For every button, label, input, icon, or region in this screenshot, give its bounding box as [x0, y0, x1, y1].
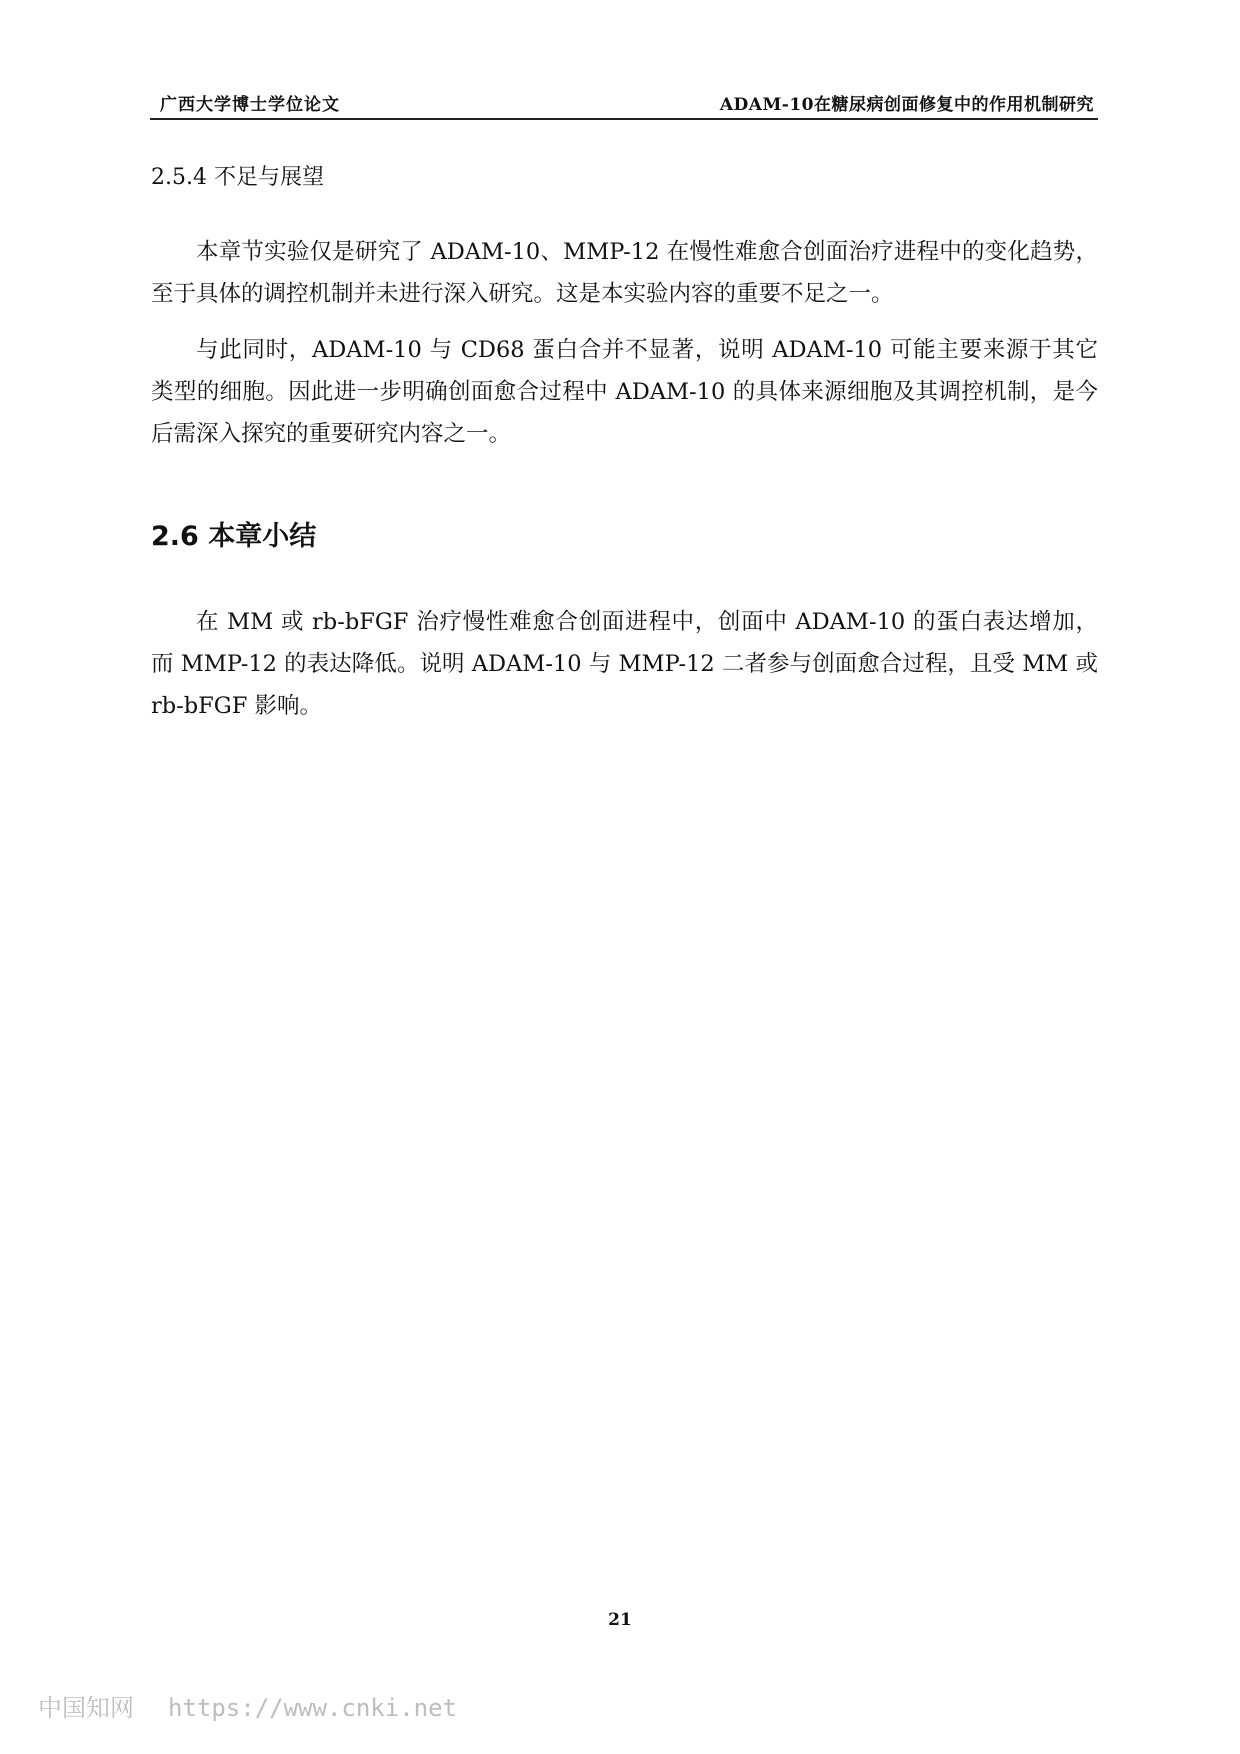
watermark: [38, 1688, 491, 1723]
watermark-url: https://www.cnki.net: [168, 1694, 457, 1722]
section-heading-2-5-4: 2.5.4 不足与展望: [151, 165, 324, 190]
paragraph-limitations: 本章节实验仅是研究了 ADAM-10、MMP-12 在慢性难愈合创面治疗进程中的变化趋势，至于具体的调控机制并未进行深入研究。这是本实验内容的重要不足之一。: [151, 239, 1098, 307]
page-number: 21: [608, 1610, 632, 1630]
header-university-title: 广西大学博士学位论文: [160, 95, 340, 115]
paragraph-chapter-summary: 在 MM 或 rb-bFGF 治疗慢性难愈合创面进程中，创面中 ADAM-10 的蛋白表达增加，而 MMP-12 的表达降低。说明 ADAM-10 与 MMP-12 二者参与创面愈合过程，且受 MM 或 rb-bFGF 影响。: [151, 609, 1098, 719]
paragraph-outlook: 与此同时，ADAM-10 与 CD68 蛋白合并不显著，说明 ADAM-10 可能主要来源于其它类型的细胞。因此进一步明确创面愈合过程中 ADAM-10 的具体来源细胞及其调控机制，是今后需深入探究的重要研究内容之一。: [151, 337, 1098, 447]
chapter-summary-heading: 2.6 本章小结: [151, 521, 317, 552]
header-thesis-title: ADAM-10在糖尿病创面修复中的作用机制研究: [719, 95, 1094, 115]
watermark-name: 中国知网: [38, 1694, 134, 1722]
page-header: [150, 84, 1098, 120]
